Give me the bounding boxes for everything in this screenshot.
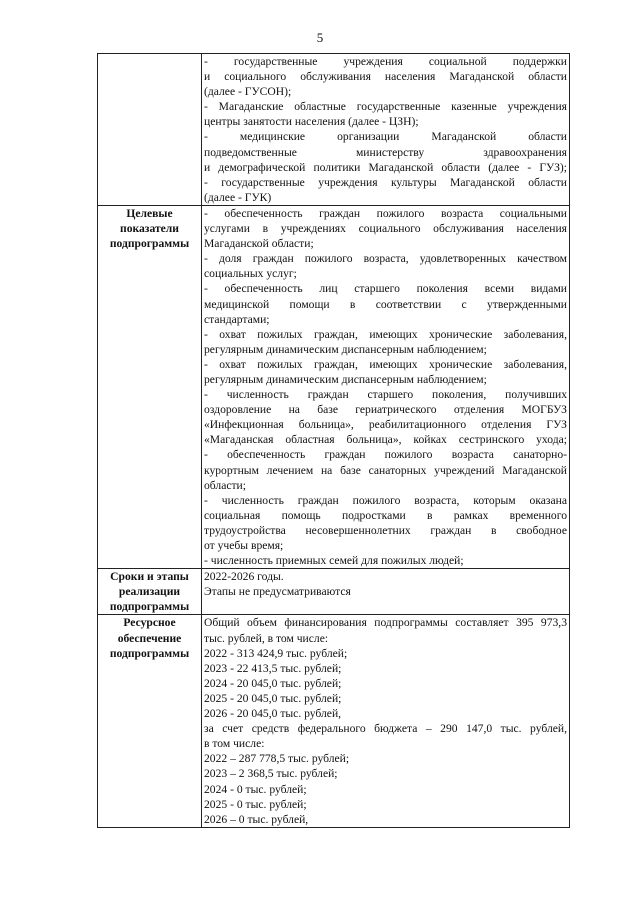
text-line: 2022 – 287 778,5 тыс. рублей; [204, 752, 350, 766]
row-content [202, 569, 570, 615]
text-line: (далее - ГУСОН); [204, 85, 292, 99]
text-line: Этапы не предусматриваются [204, 585, 351, 599]
text-line: от учебы время; [204, 539, 284, 552]
row-label: Целевые показатели подпрограммы [98, 205, 202, 568]
text-line: социальная помощь подростками в рамках временного [204, 508, 567, 522]
text-line: 2025 - 0 тыс. рублей; [204, 797, 307, 811]
text-line: 2024 - 0 тыс. рублей; [204, 782, 307, 796]
text-line: 2022-2026 годы. [204, 570, 284, 584]
text-line: - численность граждан старшего поколения, получивших [204, 388, 567, 402]
text-line: в том числе: [204, 737, 265, 751]
text-line: - обеспеченность граждан пожилого возраста санаторно- [204, 448, 567, 462]
text-line: «Магаданская областная больница», койках сестринского ухода; [204, 433, 567, 447]
text-line: социальных услуг; [204, 267, 297, 281]
text-line: медицинской помощи в соответствии с утвержденными [204, 297, 567, 311]
text-line: - численность приемных семей для пожилых людей; [204, 554, 464, 568]
text-line: подведомственные министерству здравоохранения [204, 145, 567, 159]
text-line: 2023 - 22 413,5 тыс. рублей; [204, 661, 342, 675]
text-line: курортным лечением на базе санаторных учреждений Магаданской [204, 463, 567, 477]
row-label [98, 54, 202, 206]
table-row [98, 569, 570, 615]
text-line: - охват пожилых граждан, имеющих хронические заболевания, [204, 327, 567, 341]
page-number: 5 [316, 30, 324, 45]
text-line: за счет средств федерального бюджета – 290 147,0 тыс. рублей, [204, 722, 567, 736]
text-line: - государственные учреждения социальной поддержки [204, 55, 567, 68]
text-line: - медицинские организации Магаданской области [204, 130, 567, 144]
text-line: регулярным динамическим диспансерным наблюдением; [204, 372, 487, 386]
text-line: 2025 - 20 045,0 тыс. рублей; [204, 691, 342, 705]
text-line: - обеспеченность лиц старшего поколения всеми видами [204, 282, 567, 296]
text-line: оздоровление на базе гериатрического отделения МОГБУЗ [204, 403, 567, 417]
text-line: центры занятости населения (далее - ЦЗН); [204, 115, 419, 129]
row-content [202, 205, 570, 568]
row-label: Ресурсное обеспечение подпрограммы [98, 615, 202, 827]
table-row [98, 205, 570, 568]
text-line: - охват пожилых граждан, имеющих хронические заболевания, [204, 357, 567, 371]
row-label: Сроки и этапы реализации подпрограммы [98, 569, 202, 615]
text-line: регулярным динамическим диспансерным наблюдением; [204, 342, 487, 356]
text-line: 2024 - 20 045,0 тыс. рублей; [204, 676, 342, 690]
text-line: - численность граждан пожилого возраста, которым оказана [204, 493, 567, 507]
table-row [98, 615, 570, 827]
row-content [202, 615, 570, 827]
table-row [98, 54, 570, 206]
text-line: - доля граждан пожилого возраста, удовлетворенных качеством [204, 252, 567, 266]
text-line: Общий объем финансирования подпрограммы составляет 395 973,3 [204, 616, 567, 630]
text-line: 2022 - 313 424,9 тыс. рублей; [204, 646, 348, 660]
text-line: и демографической политики Магаданской области (далее - ГУЗ); [204, 160, 567, 174]
text-line: стандартами; [204, 312, 270, 326]
subprogram-passport-table [97, 53, 570, 828]
text-line: - Магаданские областные государственные казенные учреждения [204, 100, 567, 114]
row-content [202, 54, 570, 206]
text-line: «Инфекционная больница», реабилитационного отделения ГУЗ [204, 418, 567, 432]
text-line: услугами в учреждениях социального обслуживания населения [204, 222, 567, 236]
text-line: (далее - ГУК) [204, 190, 272, 204]
text-line: 2023 – 2 368,5 тыс. рублей; [204, 767, 338, 781]
text-line: - государственные учреждения культуры Магаданской области [204, 175, 567, 189]
text-line: - обеспеченность граждан пожилого возраста социальными [204, 206, 567, 220]
text-line: и социального обслуживания населения Магаданской области [204, 70, 567, 84]
text-line: тыс. рублей, в том числе: [204, 631, 329, 645]
text-line: 2026 – 0 тыс. рублей, [204, 812, 309, 826]
text-line: Магаданской области; [204, 237, 314, 251]
text-line: области; [204, 478, 246, 492]
text-line: трудоустройства несовершеннолетних граждан в свободное [204, 523, 567, 537]
text-line: 2026 - 20 045,0 тыс. рублей, [204, 707, 342, 721]
